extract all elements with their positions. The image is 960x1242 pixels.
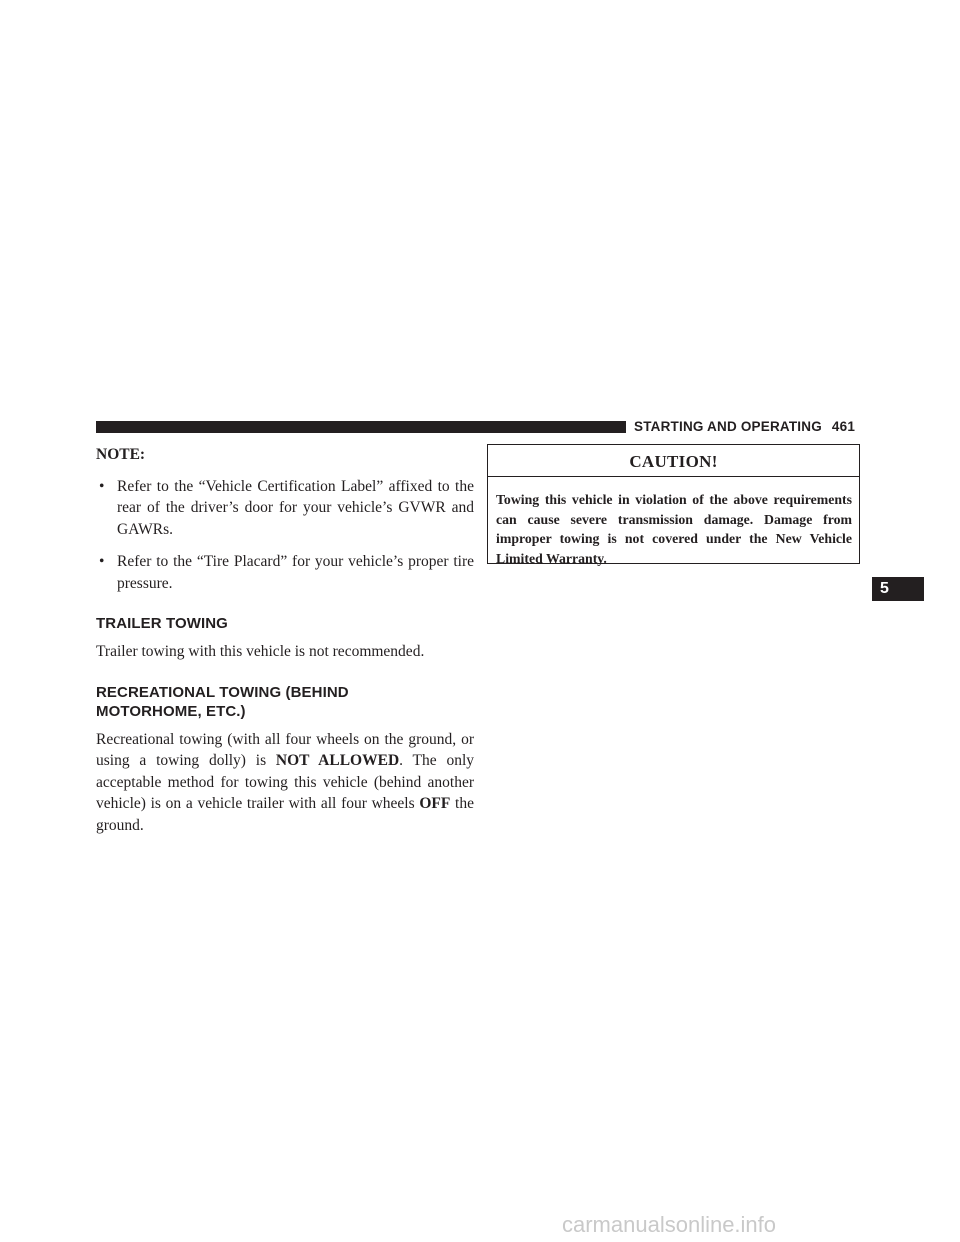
section-title: STARTING AND OPERATING <box>634 419 822 434</box>
caution-text: Towing this vehicle in violation of the above requirements can cause severe transmission damage. Damage from improper towing is not covered under the New Vehicle Limited Warranty. <box>496 492 852 566</box>
body-text: Recreational towing (with all four wheels on the ground, or using a towing dolly) is <box>96 730 474 769</box>
note-label: NOTE: <box>96 446 146 463</box>
heading-line-1: RECREATIONAL TOWING (BEHIND <box>96 683 349 701</box>
note-bullet-text: Refer to the “Vehicle Certification Label” affixed to the rear of the driver’s door for your vehicle’s GVWR and GAWRs. <box>117 477 474 538</box>
note-bullet-text: Refer to the “Tire Placard” for your vehicle’s proper tire pressure. <box>117 553 474 592</box>
heading-line-2: MOTORHOME, ETC.) <box>96 702 246 720</box>
off-emphasis: OFF <box>419 795 451 812</box>
bullet-icon: • <box>99 477 105 495</box>
trailer-towing-body: Trailer towing with this vehicle is not recommended. <box>96 643 425 660</box>
page-number: 461 <box>831 419 856 434</box>
chapter-tab: 5 <box>872 577 924 601</box>
note-bullet-2 <box>96 551 474 594</box>
body-text: . The only acceptable method for towing this vehicle (behind another vehicle) is on a vehicle trailer with all four wheels <box>96 752 474 812</box>
not-allowed-emphasis: NOT ALLOWED <box>275 752 400 769</box>
left-column <box>96 444 474 836</box>
recreational-towing-body <box>96 729 474 837</box>
note-bullet-1 <box>96 476 474 541</box>
caution-box <box>487 444 860 564</box>
running-header <box>634 419 855 434</box>
body-text: the ground. <box>96 795 474 834</box>
bullet-icon: • <box>99 553 105 570</box>
caution-title: CAUTION! <box>488 445 859 477</box>
header-rule <box>96 421 626 433</box>
trailer-towing-heading: TRAILER TOWING <box>96 615 228 632</box>
recreational-towing-heading <box>96 683 474 721</box>
watermark: carmanualsonline.info <box>562 1212 777 1237</box>
